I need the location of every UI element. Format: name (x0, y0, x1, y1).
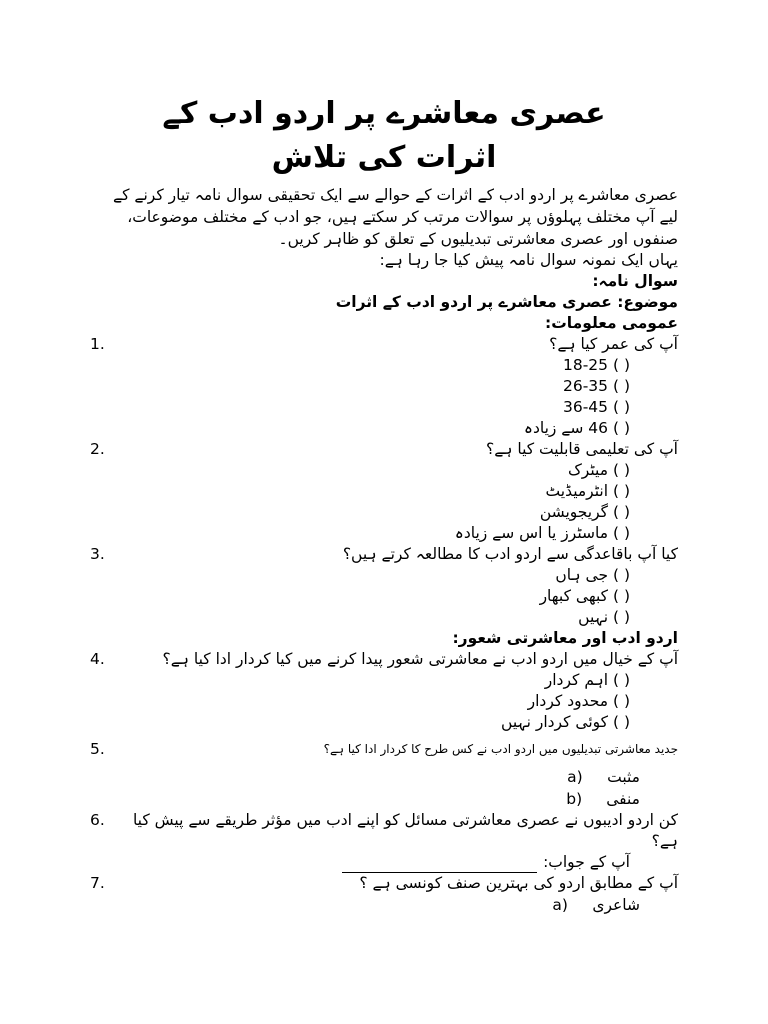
option-item[interactable] (90, 894, 678, 916)
option-label: 36-45 (562, 398, 609, 416)
page-title: عصری معاشرے پر اردو ادب کے اثرات کی تلاش (162, 96, 606, 175)
intro-note: یہاں ایک نمونہ سوال نامہ پیش کیا جا رہا ہے: (379, 251, 678, 269)
option-item[interactable] (90, 481, 668, 502)
question-number: 3. (90, 545, 105, 563)
option-bracket: ( ) (612, 356, 630, 374)
option-item[interactable] (90, 523, 668, 544)
question-number: 6. (90, 811, 105, 829)
option-label: کبھی کبھار (539, 587, 609, 605)
question-2 (90, 439, 678, 460)
option-bracket: ( ) (612, 713, 630, 731)
option-item[interactable] (90, 586, 668, 607)
question-7 (90, 873, 678, 894)
option-label: منفی (606, 790, 640, 808)
section-literature-awareness: اردو ادب اور معاشرتی شعور: (452, 629, 678, 647)
question-6 (90, 810, 678, 852)
questionnaire-label: سوال نامہ: (592, 272, 678, 290)
option-bracket: ( ) (612, 398, 630, 416)
option-bracket: ( ) (612, 377, 630, 395)
question-text: آپ کے خیال میں اردو ادب نے معاشرتی شعور پیدا کرنے میں کیا کردار ادا کیا ہے؟ (162, 650, 678, 668)
option-item[interactable] (90, 355, 668, 376)
question-4 (90, 649, 678, 670)
option-item[interactable] (90, 691, 668, 712)
question-number: 1. (90, 335, 105, 353)
option-item[interactable] (90, 397, 668, 418)
question-number: 4. (90, 650, 105, 668)
option-label: شاعری (592, 896, 640, 914)
option-label: محدود کردار (527, 692, 609, 710)
question-3 (90, 544, 678, 565)
option-bracket: ( ) (612, 608, 630, 626)
option-bracket: ( ) (612, 503, 630, 521)
option-label: اہم کردار (544, 671, 609, 689)
option-letter: a) (567, 768, 583, 786)
option-item[interactable] (90, 607, 668, 628)
option-item[interactable] (90, 565, 668, 586)
option-bracket: ( ) (612, 482, 630, 500)
option-item[interactable] (90, 788, 678, 810)
topic-heading: موضوع: عصری معاشرے پر اردو ادب کے اثرات (335, 293, 678, 311)
option-letter: a) (552, 896, 568, 914)
answer-row (90, 852, 668, 873)
option-label: انٹرمیڈیٹ (545, 482, 609, 500)
option-item[interactable] (90, 670, 668, 691)
option-bracket: ( ) (612, 419, 630, 437)
question-1 (90, 334, 678, 355)
question-text: آپ کی عمر کیا ہے؟ (549, 335, 678, 353)
question-text: جدید معاشرتی تبدیلیوں میں اردو ادب نے کس طرح کا کردار ادا کیا ہے؟ (323, 742, 678, 756)
answer-label: آپ کے جواب: (543, 853, 630, 871)
question-number: 5. (90, 740, 105, 758)
answer-blank-line[interactable] (342, 856, 537, 873)
option-label: مثبت (607, 768, 640, 786)
option-label: 26-35 (562, 377, 609, 395)
option-letter: b) (566, 790, 583, 808)
option-label: 18-25 (562, 356, 609, 374)
option-bracket: ( ) (612, 461, 630, 479)
option-item[interactable] (90, 376, 668, 397)
question-text: آپ کے مطابق اردو کی بہترین صنف کونسی ہے ؟ (359, 874, 678, 892)
option-item[interactable] (90, 418, 668, 439)
option-label: جی ہاں (555, 566, 609, 584)
option-label: 46 سے زیادہ (523, 419, 609, 437)
option-bracket: ( ) (612, 566, 630, 584)
option-item[interactable] (90, 460, 668, 481)
option-item[interactable] (90, 766, 678, 788)
question-5 (90, 739, 678, 760)
question-number: 2. (90, 440, 105, 458)
question-text: کیا آپ باقاعدگی سے اردو ادب کا مطالعہ کرتے ہیں؟ (342, 545, 678, 563)
option-label: نہیں (578, 608, 609, 626)
option-bracket: ( ) (612, 692, 630, 710)
option-item[interactable] (90, 712, 668, 733)
section-general-info: عمومی معلومات: (545, 314, 678, 332)
option-label: میٹرک (567, 461, 609, 479)
option-label: ماسٹرز یا اس سے زیادہ (454, 524, 609, 542)
question-text: آپ کی تعلیمی قابلیت کیا ہے؟ (486, 440, 678, 458)
intro-paragraph: عصری معاشرے پر اردو ادب کے اثرات کے حوالے سے ایک تحقیقی سوال نامہ تیار کرنے کے لیے آپ مختلف پہلوؤں پر سوالات مرتب کر سکتے ہیں، جو ادب کے مختلف موضوعات، صنفوں اور عصری معاشرتی تبدیلیوں کے تعلق کو ظاہر کریں۔ (112, 186, 678, 248)
option-bracket: ( ) (612, 524, 630, 542)
question-number: 7. (90, 874, 105, 892)
option-bracket: ( ) (612, 671, 630, 689)
option-label: گریجویشن (539, 503, 609, 521)
option-label: کوئی کردار نہیں (501, 713, 609, 731)
option-bracket: ( ) (612, 587, 630, 605)
question-text: کن اردو ادیبوں نے عصری معاشرتی مسائل کو اپنے ادب میں مؤثر طریقے سے پیش کیا ہے؟ (132, 811, 678, 850)
option-item[interactable] (90, 502, 668, 523)
